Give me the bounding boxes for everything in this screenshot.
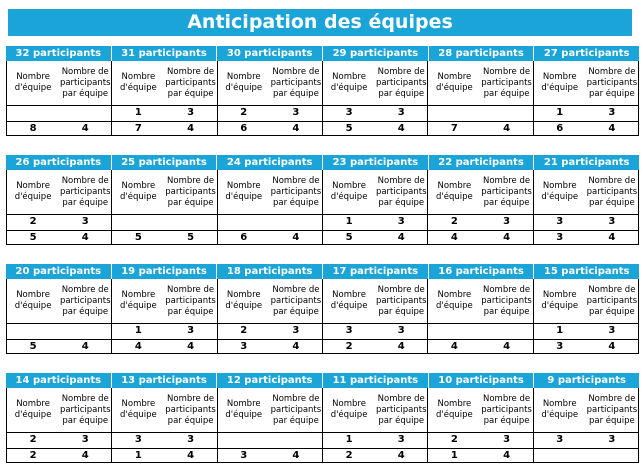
team-distribution-cell (7, 388, 111, 462)
participants-per-team-label: Nombre de participants par équipe (59, 393, 111, 426)
participants-per-team-value (480, 324, 532, 339)
team-distribution-cell (217, 388, 322, 462)
participants-count-header: 24 participants (216, 155, 322, 170)
team-row-of-four (323, 339, 427, 354)
team-count-value: 3 (556, 232, 564, 243)
participants-per-team-value: 4 (81, 123, 89, 134)
participants-count-header: 27 participants (533, 46, 639, 61)
team-count-value: 5 (29, 341, 37, 352)
team-row-of-three (7, 214, 111, 230)
team-row-of-three (112, 105, 216, 121)
participants-per-team-label: Nombre de participants par équipe (481, 393, 532, 426)
team-count-value: 4 (450, 341, 458, 352)
team-row-of-three (534, 105, 638, 121)
participants-per-team-label: Nombre de participants par équipe (481, 175, 532, 208)
participants-per-team-value: 3 (292, 107, 300, 118)
participants-per-team-value: 3 (503, 216, 511, 227)
team-distribution-cell (427, 170, 532, 244)
team-row-of-four (7, 448, 111, 463)
team-distribution-cell (427, 61, 532, 135)
team-row-of-four (323, 230, 427, 245)
table-header-row (6, 155, 639, 170)
team-count-value: 6 (240, 232, 248, 243)
team-row-of-three (428, 323, 532, 339)
participants-count-header: 21 participants (533, 155, 639, 170)
team-count-value: 2 (345, 450, 353, 461)
team-count-value: 2 (450, 434, 458, 445)
team-row-of-three (323, 323, 427, 339)
team-count-label: Nombre d'équipe (225, 72, 263, 93)
team-count-value (218, 433, 270, 448)
team-count-value: 5 (29, 232, 37, 243)
participants-count-header: 28 participants (428, 46, 534, 61)
team-distribution-cell (217, 279, 322, 353)
team-row-of-four (534, 339, 638, 354)
team-row-of-four (7, 121, 111, 136)
participants-count-header: 29 participants (322, 46, 428, 61)
team-row-of-three (323, 214, 427, 230)
team-row-of-four (534, 448, 638, 463)
participants-count-header: 10 participants (428, 373, 534, 388)
participants-count-header: 23 participants (322, 155, 428, 170)
team-count-value: 2 (29, 434, 37, 445)
participants-per-team-value (270, 215, 322, 230)
team-row-of-four (112, 339, 216, 354)
team-row-of-four (218, 448, 322, 463)
participants-per-team-value: 4 (397, 123, 405, 134)
team-count-label: Nombre d'équipe (330, 290, 368, 311)
participants-per-team-value: 4 (503, 232, 511, 243)
participants-per-team-label: Nombre de participants par équipe (165, 175, 216, 208)
team-row-of-three (323, 432, 427, 448)
team-count-value: 7 (134, 123, 142, 134)
team-row-of-four (428, 448, 532, 463)
team-count-value: 6 (240, 123, 248, 134)
team-row-of-three (112, 323, 216, 339)
participants-count-header: 22 participants (428, 155, 534, 170)
team-distribution-cell (111, 388, 216, 462)
participants-per-team-value: 4 (187, 450, 195, 461)
participants-count-header: 19 participants (111, 264, 217, 279)
team-count-label: Nombre d'équipe (14, 181, 52, 202)
team-row-of-four (534, 121, 638, 136)
team-count-value: 4 (134, 341, 142, 352)
team-row-of-three (534, 214, 638, 230)
participants-per-team-value: 4 (608, 232, 616, 243)
team-distribution-cell (7, 170, 111, 244)
participants-table-2 (6, 155, 639, 245)
team-count-value (428, 324, 480, 339)
team-count-value: 3 (240, 341, 248, 352)
participants-per-team-value: 4 (397, 450, 405, 461)
participants-count-header: 26 participants (6, 155, 111, 170)
participants-per-team-label: Nombre de participants par équipe (481, 284, 532, 317)
team-distribution-cell (111, 279, 216, 353)
participants-count-header: 32 participants (6, 46, 111, 61)
participants-per-team-label: Nombre de participants par équipe (586, 175, 638, 208)
team-distribution-cell (427, 388, 532, 462)
team-count-value: 5 (134, 232, 142, 243)
team-row-of-four (112, 230, 216, 245)
team-count-label: Nombre d'équipe (541, 399, 579, 420)
participants-per-team-value: 4 (81, 341, 89, 352)
team-count-value: 2 (450, 216, 458, 227)
participants-per-team-label: Nombre de participants par équipe (165, 393, 216, 426)
participants-per-team-value (586, 449, 638, 463)
team-row-of-four (323, 448, 427, 463)
participants-count-header: 13 participants (111, 373, 217, 388)
team-row-of-four (7, 230, 111, 245)
team-distribution-cell (427, 279, 532, 353)
team-distribution-cell (7, 279, 111, 353)
team-distribution-cell (111, 61, 216, 135)
team-count-value: 3 (134, 434, 142, 445)
participants-table-3 (6, 264, 639, 354)
participants-per-team-value (165, 215, 217, 230)
table-body (6, 170, 639, 245)
team-count-label: Nombre d'équipe (330, 399, 368, 420)
participants-count-header: 16 participants (428, 264, 534, 279)
team-row-of-three (428, 105, 532, 121)
team-row-of-four (323, 121, 427, 136)
team-count-label: Nombre d'équipe (120, 290, 157, 311)
participants-per-team-value: 4 (397, 232, 405, 243)
participants-per-team-value: 4 (292, 341, 300, 352)
participants-per-team-value (59, 106, 111, 121)
participants-per-team-label: Nombre de participants par équipe (270, 175, 322, 208)
participants-per-team-label: Nombre de participants par équipe (59, 175, 111, 208)
participants-table-4 (6, 373, 639, 463)
team-row-of-four (218, 230, 322, 245)
team-count-label: Nombre d'équipe (225, 181, 263, 202)
team-count-value (534, 449, 586, 463)
participants-per-team-label: Nombre de participants par équipe (586, 284, 638, 317)
participants-per-team-label: Nombre de participants par équipe (270, 284, 322, 317)
team-count-label: Nombre d'équipe (225, 399, 263, 420)
team-count-value: 1 (134, 325, 142, 336)
participants-per-team-label: Nombre de participants par équipe (375, 175, 427, 208)
team-row-of-three (7, 323, 111, 339)
participants-count-header: 25 participants (111, 155, 217, 170)
team-count-value (7, 106, 59, 121)
team-count-value (7, 324, 59, 339)
table-body (6, 388, 639, 463)
team-count-value: 2 (345, 341, 353, 352)
team-count-label: Nombre d'équipe (120, 399, 157, 420)
participants-per-team-label: Nombre de participants par équipe (586, 393, 638, 426)
participants-per-team-label: Nombre de participants par équipe (59, 66, 111, 99)
team-count-value: 2 (29, 216, 37, 227)
table-header-row (6, 373, 639, 388)
team-count-value: 2 (29, 450, 37, 461)
team-count-value (428, 106, 480, 121)
team-distribution-cell (533, 170, 638, 244)
team-row-of-three (534, 432, 638, 448)
team-count-value (218, 215, 270, 230)
team-row-of-four (428, 339, 532, 354)
participants-per-team-value: 4 (187, 341, 195, 352)
team-row-of-three (112, 432, 216, 448)
team-distribution-cell (533, 388, 638, 462)
team-count-label: Nombre d'équipe (120, 181, 157, 202)
team-distribution-cell (217, 170, 322, 244)
team-count-label: Nombre d'équipe (541, 181, 579, 202)
participants-per-team-value: 3 (397, 434, 405, 445)
team-row-of-three (534, 323, 638, 339)
participants-per-team-value: 3 (187, 325, 195, 336)
team-count-value: 1 (345, 216, 353, 227)
participants-per-team-value: 4 (397, 341, 405, 352)
team-distribution-cell (322, 170, 427, 244)
team-row-of-four (428, 121, 532, 136)
team-count-value (112, 215, 164, 230)
team-row-of-three (218, 432, 322, 448)
participants-table-1 (6, 46, 639, 136)
participants-per-team-value: 3 (187, 434, 195, 445)
team-row-of-four (218, 121, 322, 136)
table-header-row (6, 264, 639, 279)
team-row-of-three (7, 432, 111, 448)
participants-per-team-label: Nombre de participants par équipe (481, 66, 532, 99)
team-distribution-cell (533, 279, 638, 353)
participants-per-team-value: 3 (81, 216, 89, 227)
team-row-of-four (534, 230, 638, 245)
team-count-label: Nombre d'équipe (436, 181, 473, 202)
participants-count-header: 18 participants (216, 264, 322, 279)
participants-per-team-value: 4 (503, 341, 511, 352)
team-count-value: 3 (556, 341, 564, 352)
team-count-value: 8 (29, 123, 37, 134)
team-count-label: Nombre d'équipe (436, 290, 473, 311)
team-count-value: 1 (345, 434, 353, 445)
team-row-of-three (323, 105, 427, 121)
participants-per-team-value: 3 (187, 107, 195, 118)
participants-per-team-label: Nombre de participants par équipe (375, 284, 427, 317)
team-distribution-cell (322, 61, 427, 135)
participants-per-team-value: 4 (81, 450, 89, 461)
team-count-label: Nombre d'équipe (14, 72, 52, 93)
table-header-row (6, 46, 639, 61)
participants-per-team-label: Nombre de participants par équipe (375, 393, 427, 426)
team-row-of-three (218, 323, 322, 339)
team-count-label: Nombre d'équipe (541, 72, 579, 93)
team-row-of-four (428, 230, 532, 245)
participants-per-team-value: 3 (608, 216, 616, 227)
participants-count-header: 12 participants (216, 373, 322, 388)
team-distribution-cell (322, 388, 427, 462)
team-distribution-cell (217, 61, 322, 135)
team-count-label: Nombre d'équipe (330, 181, 368, 202)
team-count-value: 3 (240, 450, 248, 461)
participants-count-header: 15 participants (533, 264, 639, 279)
participants-per-team-value (270, 433, 322, 448)
team-distribution-cell (533, 61, 638, 135)
team-row-of-four (7, 339, 111, 354)
team-distribution-cell (7, 61, 111, 135)
team-count-value: 3 (345, 325, 353, 336)
participants-count-header: 20 participants (6, 264, 111, 279)
team-count-value: 5 (345, 232, 353, 243)
team-count-label: Nombre d'équipe (330, 72, 368, 93)
participants-per-team-label: Nombre de participants par équipe (59, 284, 111, 317)
participants-per-team-label: Nombre de participants par équipe (586, 66, 638, 99)
participants-per-team-value: 4 (292, 450, 300, 461)
participants-count-header: 11 participants (322, 373, 428, 388)
participants-per-team-value (59, 324, 111, 339)
team-count-value: 1 (134, 107, 142, 118)
team-row-of-three (112, 214, 216, 230)
team-count-label: Nombre d'équipe (436, 72, 473, 93)
participants-per-team-value: 4 (503, 123, 511, 134)
team-row-of-three (218, 105, 322, 121)
team-count-value: 2 (240, 107, 248, 118)
participants-per-team-value: 3 (81, 434, 89, 445)
team-row-of-four (218, 339, 322, 354)
participants-per-team-value: 4 (292, 232, 300, 243)
team-count-value: 1 (556, 107, 564, 118)
participants-per-team-value: 3 (608, 325, 616, 336)
team-count-label: Nombre d'équipe (436, 399, 473, 420)
team-count-label: Nombre d'équipe (225, 290, 263, 311)
participants-per-team-value: 3 (608, 434, 616, 445)
participants-count-header: 31 participants (111, 46, 217, 61)
team-row-of-four (112, 448, 216, 463)
team-count-label: Nombre d'équipe (14, 399, 52, 420)
team-count-value: 6 (556, 123, 564, 134)
team-count-label: Nombre d'équipe (120, 72, 157, 93)
participants-per-team-value: 4 (503, 450, 511, 461)
team-count-value: 7 (450, 123, 458, 134)
participants-count-header: 9 participants (533, 373, 639, 388)
team-row-of-three (218, 214, 322, 230)
participants-per-team-value: 3 (503, 434, 511, 445)
participants-per-team-value: 3 (397, 216, 405, 227)
participants-count-header: 17 participants (322, 264, 428, 279)
participants-per-team-value: 4 (608, 123, 616, 134)
participants-per-team-label: Nombre de participants par équipe (165, 66, 216, 99)
participants-per-team-value: 3 (397, 325, 405, 336)
team-row-of-three (428, 214, 532, 230)
participants-per-team-value: 4 (608, 341, 616, 352)
team-count-label: Nombre d'équipe (14, 290, 52, 311)
team-count-value: 3 (556, 216, 564, 227)
team-count-label: Nombre d'équipe (541, 290, 579, 311)
team-count-value: 4 (450, 232, 458, 243)
participants-count-header: 30 participants (216, 46, 322, 61)
participants-per-team-value: 3 (608, 107, 616, 118)
team-row-of-three (428, 432, 532, 448)
team-row-of-three (7, 105, 111, 121)
participants-per-team-value: 4 (81, 232, 89, 243)
team-distribution-cell (322, 279, 427, 353)
page-title: Anticipation des équipes (8, 9, 632, 36)
team-count-value: 1 (556, 325, 564, 336)
participants-per-team-value (480, 106, 532, 121)
table-body (6, 279, 639, 354)
participants-per-team-value: 3 (397, 107, 405, 118)
team-count-value: 5 (345, 123, 353, 134)
team-count-value: 1 (450, 450, 458, 461)
participants-per-team-value: 4 (292, 123, 300, 134)
participants-per-team-value: 5 (187, 232, 195, 243)
team-distribution-cell (111, 170, 216, 244)
participants-per-team-value: 3 (292, 325, 300, 336)
participants-per-team-label: Nombre de participants par équipe (165, 284, 216, 317)
participants-count-header: 14 participants (6, 373, 111, 388)
participants-per-team-label: Nombre de participants par équipe (375, 66, 427, 99)
participants-per-team-label: Nombre de participants par équipe (270, 393, 322, 426)
participants-per-team-label: Nombre de participants par équipe (270, 66, 322, 99)
participants-per-team-value: 4 (187, 123, 195, 134)
team-count-value: 1 (134, 450, 142, 461)
team-count-value: 3 (556, 434, 564, 445)
team-row-of-four (112, 121, 216, 136)
team-count-value: 2 (240, 325, 248, 336)
table-body (6, 61, 639, 136)
team-count-value: 3 (345, 107, 353, 118)
